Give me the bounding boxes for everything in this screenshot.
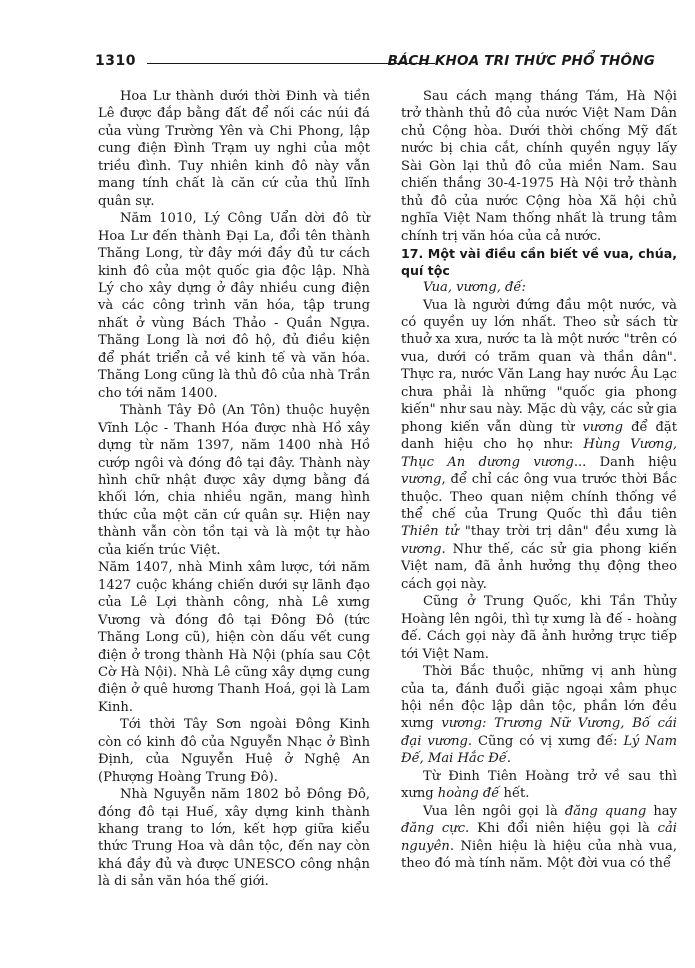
text-run: . Niên hiệu là hiệu của nhà vua, theo đó mà tính năm. Một đời vua có thể (401, 838, 677, 872)
paragraph-nha-nguyen: Nhà Nguyễn năm 1802 bỏ Đông Đô, đóng đô tại Huế, xây dựng kinh thành khang trang to lớn, kết hợp giữa kiểu thức Trung Hoa và dân tộc, đến nay còn khá đầy đủ và được UNESCO công nhận là di sản văn hóa thế giới. (98, 787, 370, 890)
italic-term: Thiên tử (401, 524, 459, 540)
text-run: . Như thế, các sử gia phong kiến Việt nam, đã ảnh hưởng thụ động theo cách gọi này. (401, 541, 677, 592)
paragraph-bac-thuoc (401, 663, 677, 768)
running-title: BÁCH KHOA TRI THỨC PHỔ THÔNG (387, 53, 655, 69)
section-heading: 17. Một vài điều cần biết về vua, chúa, quí tộc (401, 246, 677, 279)
left-column (98, 88, 370, 891)
paragraph-hoa-lu: Hoa Lư thành dưới thời Đinh và tiền Lê được đắp bằng đất để nối các núi đá của vùng Trường Yên và Chi Phong, lập cung điện Đình Trạm uy nghi của một triều đình. Tuy nhiên kinh đô này vẫn mang tính chất là căn cứ của thủ lĩnh quân sự. (98, 89, 370, 209)
text-run: "thay trời trị dân" đều xưng là (458, 524, 677, 540)
paragraph-nha-le: Năm 1407, nhà Minh xâm lược, tới năm 1427 cuộc kháng chiến dưới sự lãnh đạo của Lê Lợi thành công, nhà Lê xưng Vương và đóng đô tại Đông Đô (tức Thăng Long cũ), hiện còn dấu vết cung điện ở trong thành Hà Nội (phía sau Cột Cờ Hà Nội). Nhà Lê cũng xây dựng cung điện ở quê hương Thanh Hoá, gọi là Lam Kinh. (98, 560, 370, 715)
page-header (95, 53, 655, 73)
paragraph-dang-quang (401, 803, 677, 873)
italic-term: vương (401, 541, 442, 557)
subheading: Vua, vương, đế: (423, 280, 526, 296)
right-column (401, 88, 677, 872)
text-run: hay (646, 803, 677, 819)
italic-term: vương (401, 472, 442, 488)
text-run: ... Danh hiệu (573, 454, 677, 470)
text-run: Thời Bắc thuộc, những vị anh hùng của ta, đánh đuổi giặc ngoại xâm phục hội nền độc lập dân tộc, phần lớn đều xưng (401, 664, 677, 732)
text-run: , để chỉ các ông vua trước thời Bắc thuộc. Theo quan niệm chính thống về thể chế của Trung Quốc thì đầu tiên (401, 472, 677, 522)
paragraph-vua (401, 297, 677, 594)
text-run: để đặt danh hiệu cho họ như: (401, 419, 677, 453)
paragraph-tay-do: Thành Tây Đô (An Tôn) thuộc huyện Vĩnh Lộc - Thanh Hóa được nhà Hồ xây dựng từ năm 1397, năm 1400 nhà Hồ cướp ngôi và đóng đô tại đây. Thành này hình chữ nhật được xây dựng bằng đá khối lớn, chia nhiều ngăn, mang hình thức của một căn cứ quân sự. Hiện nay thành vẫn còn tồn tại và là một tự hào của kiến trúc Việt. (98, 403, 370, 558)
text-run: Từ Đinh Tiên Hoàng trở về sau thì xưng (401, 768, 677, 802)
paragraph-thang-long: Năm 1010, Lý Công Uẩn dời đô từ Hoa Lư đến thành Đại La, đổi tên thành Thăng Long, từ đây mới đầy đủ tư cách kinh đô của một quốc gia độc lập. Nhà Lý cho xây dựng ở đây nhiều cung điện và các công trình văn hóa, tập trung nhất ở vùng Bách Thảo - Quần Ngựa. Thăng Long là nơi đô hộ, đủ điều kiện để phát triển cả về kinh tế và văn hóa. Thăng Long cũng là thủ đô của nhà Trần cho tới năm 1400. (98, 211, 370, 401)
italic-term: đăng quang (564, 803, 647, 819)
paragraph-dinh-tien-hoang (401, 768, 677, 803)
italic-term: đăng cực (401, 821, 466, 837)
text-run: Vua là người đứng đầu một nước, và có quyền uy lớn nhất. Theo sử sách từ thuở xa xưa, nước ta là một nước "trên có vua, dưới có trăm quan và thần dân". Thực ra, nước Văn Lang hay nước Âu Lạc chưa phải là những "quốc gia phong kiến" như sau này. Mặc dù vậy, các sử gia phong kiến vẫn dùng từ (401, 297, 677, 435)
italic-term: vương: Trương Nữ Vương, Bố cái đại vương (401, 716, 677, 749)
text-run: . Cũng có vị xưng đế: (467, 733, 624, 749)
italic-term: cải nguyên (401, 821, 677, 854)
text-run: . (506, 751, 512, 767)
text-run: . Khi đổi niên hiệu gọi là (465, 821, 658, 837)
paragraph-cach-mang: Sau cách mạng tháng Tám, Hà Nội trở thành thủ đô của nước Việt Nam Dân chủ Cộng hòa. Dưới thời chống Mỹ đất nước bị chia cắt, chính quyền ngụy lấy Sài Gòn lại thủ đô của miền Nam. Sau chiến thắng 30-4-1975 Hà Nội trở thành thủ đô của nước Cộng hòa Xã hội chủ nghĩa Việt Nam thống nhất là trung tâm chính trị văn hóa của cả nước. (401, 89, 677, 244)
italic-term: vương (582, 419, 624, 435)
page-number: 1310 (95, 53, 136, 69)
text-run: Vua lên ngôi gọi là (423, 803, 565, 819)
italic-term: Lý Nam Đế, Mai Hắc Đế (401, 733, 677, 767)
italic-term: Hùng Vương, Thục An dương vương (401, 437, 678, 470)
paragraph-tay-son: Tới thời Tây Sơn ngoài Đông Kinh còn có kinh đô của Nguyễn Nhạc ở Bình Định, của Nguyễn Huệ ở Nghệ An (Phượng Hoàng Trung Đô). (98, 717, 370, 785)
italic-term: hoàng đế (437, 786, 500, 802)
text-run: hết. (499, 786, 530, 802)
paragraph-tan-thuy-hoang: Cũng ở Trung Quốc, khi Tần Thủy Hoàng lên ngôi, thì tự xưng là đế - hoàng đế. Cách gọi này đã ảnh hưởng trực tiếp tới Việt Nam. (401, 594, 677, 662)
